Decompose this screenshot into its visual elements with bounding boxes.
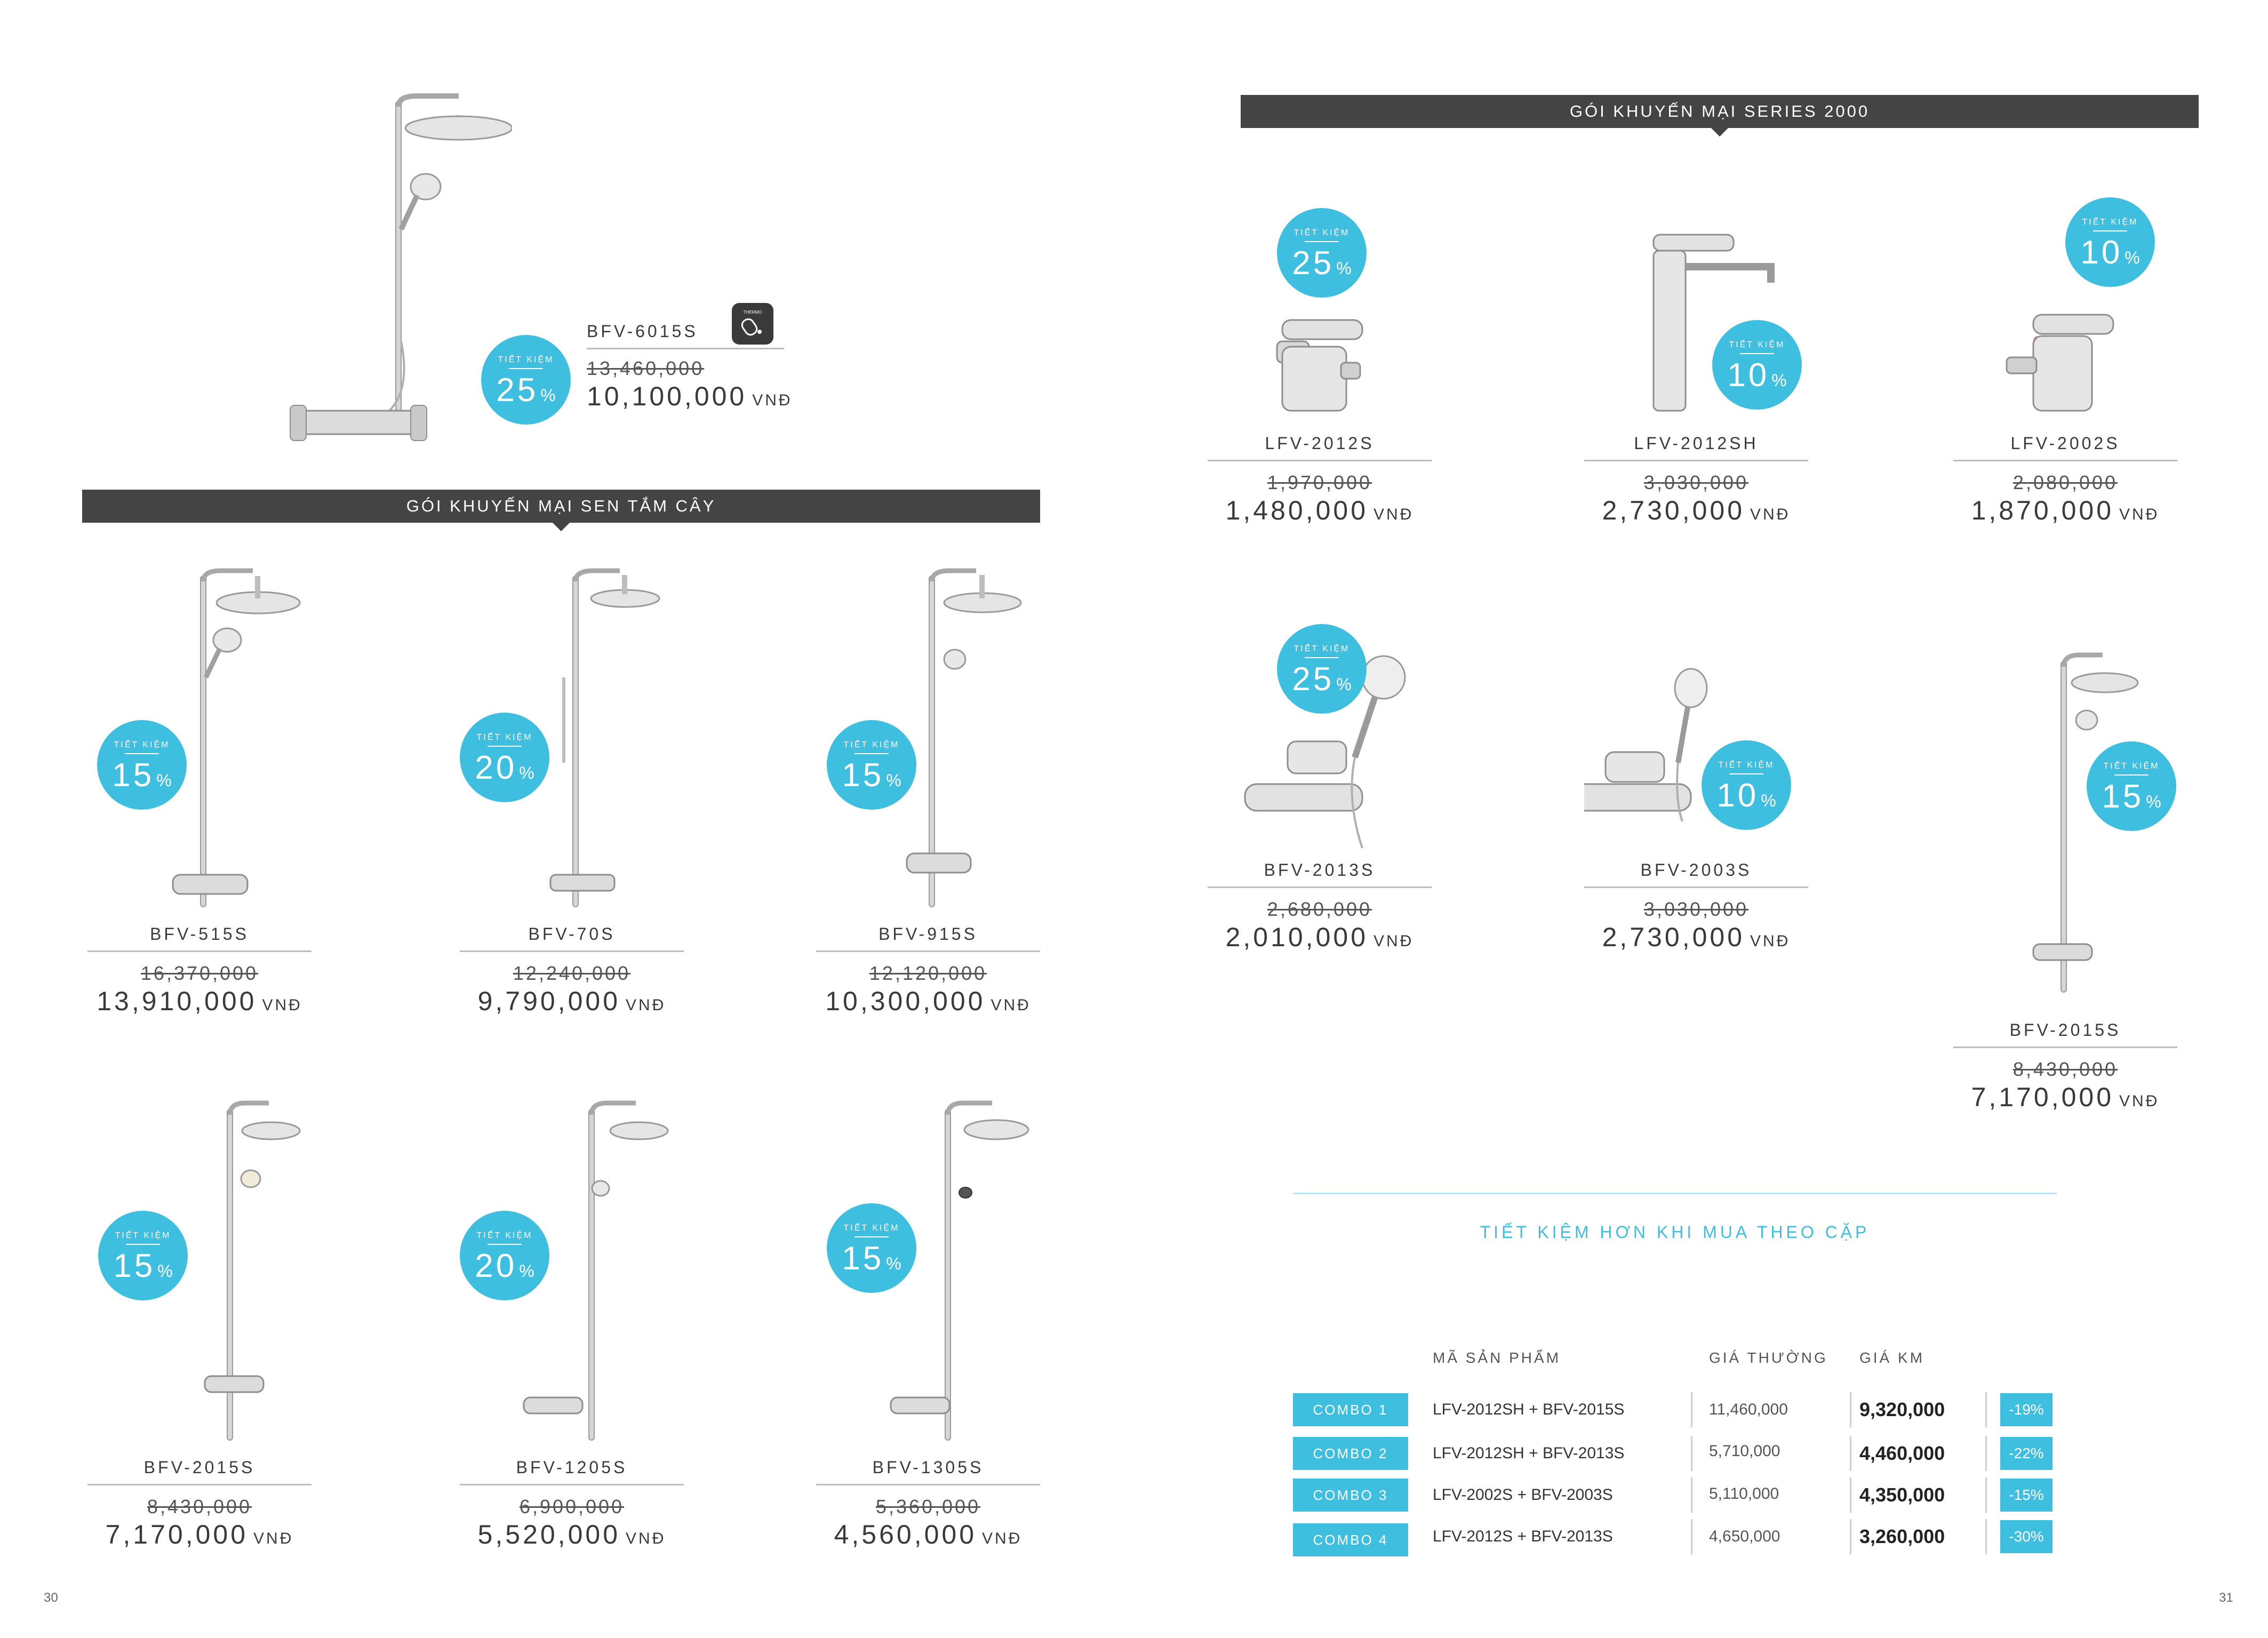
old-price: 16,370,000 — [140, 962, 259, 984]
promo-price: 3,260,000 — [1859, 1525, 1945, 1547]
product-card[interactable] — [1208, 197, 1432, 526]
currency: VNĐ — [1373, 932, 1414, 950]
divider — [1953, 460, 2177, 461]
badge-label: TIẾT KIỆM — [481, 355, 571, 369]
new-price-value: 2,010,000 — [1225, 922, 1369, 952]
old-price: 2,080,000 — [2013, 472, 2118, 493]
badge-percent-value: 15 — [842, 757, 884, 794]
new-price — [1953, 1081, 2177, 1113]
new-price-value: 7,170,000 — [1971, 1082, 2114, 1112]
new-price-value: 9,790,000 — [477, 986, 621, 1016]
new-price-value: 7,170,000 — [105, 1520, 249, 1549]
divider — [1584, 886, 1808, 888]
old-price: 3,030,000 — [1643, 472, 1749, 493]
featured-discount-badge — [481, 335, 571, 425]
product-image — [87, 565, 312, 923]
combo-products: LFV-2012SH + BFV-2013S — [1433, 1444, 1625, 1462]
column-separator — [1850, 1519, 1851, 1554]
new-price-value: 10,300,000 — [825, 986, 986, 1016]
badge-label: TIẾT KIỆM — [460, 733, 549, 747]
new-price — [1208, 921, 1432, 953]
divider — [1584, 460, 1808, 461]
old-price: 1,970,000 — [1267, 472, 1372, 493]
combo-3-button[interactable]: COMBO 3 — [1293, 1479, 1408, 1512]
product-image — [1584, 624, 1808, 859]
discount-badge — [1702, 740, 1791, 830]
product-image — [460, 1099, 684, 1456]
column-separator — [1985, 1392, 1987, 1427]
badge-percent — [827, 756, 916, 794]
old-price: 12,240,000 — [513, 962, 631, 984]
section-divider — [1293, 1193, 2057, 1194]
badge-label: TIẾT KIỆM — [98, 1231, 188, 1245]
badge-label: TIẾT KIỆM — [827, 740, 916, 754]
product-code: LFV-2002S — [2010, 434, 2120, 453]
discount-badge — [98, 1211, 188, 1300]
currency: VNĐ — [752, 391, 793, 409]
product-image — [816, 1099, 1040, 1456]
discount-badge — [1277, 624, 1367, 714]
divider — [816, 950, 1040, 952]
divider — [816, 1484, 1040, 1485]
combo-2-button[interactable]: COMBO 2 — [1293, 1437, 1408, 1470]
product-code: BFV-915S — [879, 924, 978, 944]
promo-price: 4,460,000 — [1859, 1442, 1945, 1464]
currency: VNĐ — [626, 1530, 666, 1547]
product-image — [1208, 624, 1432, 859]
combo-products: LFV-2002S + BFV-2003S — [1433, 1486, 1613, 1504]
percent-sign: % — [2146, 792, 2161, 811]
new-price — [816, 1519, 1040, 1551]
discount-badge — [1277, 208, 1367, 298]
combo-title: TIẾT KIỆM HƠN KHI MUA THEO CẶP — [1480, 1222, 1870, 1242]
badge-percent — [460, 1247, 549, 1285]
column-separator — [1691, 1519, 1692, 1554]
combo-products: LFV-2012S + BFV-2013S — [1433, 1528, 1613, 1545]
product-card[interactable] — [1208, 624, 1432, 953]
percent-sign: % — [156, 771, 172, 790]
column-separator — [1985, 1436, 1987, 1471]
column-separator — [1985, 1477, 1987, 1513]
combo-4-button[interactable]: COMBO 4 — [1293, 1523, 1408, 1556]
old-price: 12,120,000 — [869, 962, 987, 984]
currency: VNĐ — [1373, 506, 1414, 523]
badge-label: TIẾT KIỆM — [2065, 218, 2155, 231]
new-price — [1584, 921, 1808, 953]
new-price-value: 1,870,000 — [1971, 496, 2114, 525]
svg-text:THERMO: THERMO — [743, 310, 762, 315]
currency: VNĐ — [2119, 1092, 2160, 1110]
percent-sign: % — [519, 1261, 534, 1281]
badge-percent-value: 25 — [1292, 661, 1335, 698]
discount-badge — [1712, 320, 1802, 410]
product-code: BFV-6015S — [587, 322, 698, 341]
badge-percent — [1702, 777, 1791, 814]
regular-price: 5,110,000 — [1709, 1485, 1779, 1503]
percent-sign: % — [1761, 791, 1776, 810]
badge-label: TIẾT KIỆM — [827, 1224, 916, 1237]
featured-product-image — [277, 91, 512, 443]
column-separator — [1691, 1392, 1692, 1427]
divider — [1953, 1046, 2177, 1048]
discount-badge — [460, 1211, 549, 1300]
percent-sign: % — [2125, 248, 2140, 267]
discount-tag: -15% — [2000, 1479, 2053, 1512]
header-regular-price: GIÁ THƯỜNG — [1709, 1349, 1828, 1366]
banner-notch — [1711, 128, 1728, 137]
discount-tag: -30% — [2000, 1520, 2053, 1553]
new-price-value: 2,730,000 — [1602, 496, 1745, 525]
badge-percent — [460, 749, 549, 787]
badge-percent — [97, 756, 187, 794]
badge-percent-value: 15 — [2102, 778, 2144, 815]
banner-series-2000 — [1241, 95, 2199, 128]
product-card[interactable] — [1953, 645, 2177, 1113]
new-price-value: 13,910,000 — [97, 986, 257, 1016]
product-image — [816, 565, 1040, 923]
banner-sen-tam-cay — [82, 490, 1040, 523]
product-card[interactable] — [87, 1099, 312, 1551]
product-code: BFV-70S — [528, 924, 616, 944]
header-promo-price: GIÁ KM — [1859, 1349, 1925, 1366]
product-code: BFV-2003S — [1640, 860, 1752, 880]
new-price — [1584, 494, 1808, 526]
percent-sign: % — [1336, 675, 1352, 694]
old-price: 8,430,000 — [2013, 1058, 2118, 1080]
badge-percent-value: 20 — [475, 749, 517, 786]
discount-badge — [2087, 741, 2176, 831]
new-price — [587, 380, 793, 412]
badge-percent — [827, 1240, 916, 1277]
old-price: 3,030,000 — [1643, 898, 1749, 920]
product-code: BFV-2015S — [2009, 1020, 2121, 1040]
banner-title: GÓI KHUYẾN MẠI SERIES 2000 — [1569, 102, 1870, 121]
column-separator — [1850, 1436, 1851, 1471]
product-card[interactable] — [816, 1099, 1040, 1551]
currency: VNĐ — [626, 996, 666, 1014]
thermostatic-icon — [732, 303, 773, 345]
page-number-left: 30 — [44, 1591, 58, 1605]
divider — [460, 1484, 684, 1485]
discount-tag: -22% — [2000, 1437, 2053, 1470]
product-code: BFV-2013S — [1264, 860, 1376, 880]
badge-label: TIẾT KIỆM — [97, 740, 187, 754]
badge-percent-value: 25 — [1292, 245, 1335, 282]
product-image — [1953, 645, 2177, 1019]
new-price-value: 1,480,000 — [1225, 496, 1369, 525]
combo-products: LFV-2012SH + BFV-2015S — [1433, 1401, 1625, 1418]
regular-price: 11,460,000 — [1709, 1401, 1788, 1418]
product-card[interactable] — [1584, 624, 1808, 953]
header-product: MÃ SẢN PHẨM — [1433, 1349, 1561, 1366]
badge-label: TIẾT KIỆM — [1277, 644, 1367, 658]
column-separator — [1691, 1436, 1692, 1471]
currency: VNĐ — [1750, 506, 1791, 523]
new-price-value: 2,730,000 — [1602, 922, 1745, 952]
product-card[interactable] — [1584, 197, 1808, 526]
discount-badge — [827, 1203, 916, 1293]
badge-label: TIẾT KIỆM — [2087, 762, 2176, 776]
badge-percent — [2087, 778, 2176, 816]
percent-sign: % — [519, 763, 534, 782]
promo-price: 9,320,000 — [1859, 1399, 1945, 1420]
column-separator — [1691, 1477, 1692, 1513]
currency: VNĐ — [1750, 932, 1791, 950]
combo-1-button[interactable]: COMBO 1 — [1293, 1393, 1408, 1426]
product-card[interactable] — [87, 565, 312, 1017]
product-code: BFV-2015S — [143, 1458, 255, 1477]
page-number-right: 31 — [2219, 1591, 2233, 1605]
new-price — [1208, 494, 1432, 526]
product-code: LFV-2012S — [1265, 434, 1375, 453]
discount-badge — [827, 720, 916, 810]
badge-percent — [1712, 356, 1802, 394]
badge-percent-value: 10 — [1716, 777, 1759, 814]
product-card[interactable] — [1953, 197, 2177, 526]
new-price — [87, 1519, 312, 1551]
divider — [1208, 460, 1432, 461]
old-price: 6,900,000 — [519, 1496, 625, 1517]
new-price-value: 10,100,000 — [587, 381, 747, 411]
regular-price: 5,710,000 — [1709, 1442, 1780, 1460]
badge-percent — [1277, 244, 1367, 282]
badge-percent — [98, 1247, 188, 1285]
badge-percent-value: 15 — [112, 757, 155, 794]
badge-label: TIẾT KIỆM — [1277, 228, 1367, 242]
new-price — [1953, 494, 2177, 526]
divider — [460, 950, 684, 952]
percent-sign: % — [540, 386, 556, 405]
new-price-value: 4,560,000 — [834, 1520, 977, 1549]
product-image — [1584, 197, 1808, 432]
badge-percent-value: 10 — [2080, 234, 2123, 271]
badge-percent-value: 15 — [113, 1248, 156, 1284]
badge-percent — [1277, 660, 1367, 698]
product-code: BFV-1205S — [516, 1458, 628, 1477]
currency: VNĐ — [982, 1530, 1023, 1547]
currency: VNĐ — [2119, 506, 2160, 523]
badge-percent-value: 20 — [475, 1248, 517, 1284]
discount-badge — [460, 713, 549, 802]
banner-title: GÓI KHUYẾN MẠI SEN TẮM CÂY — [406, 497, 716, 515]
new-price — [87, 985, 312, 1017]
product-card[interactable] — [460, 565, 684, 1017]
currency: VNĐ — [262, 996, 302, 1014]
product-code: BFV-1305S — [872, 1458, 984, 1477]
old-price: 5,360,000 — [875, 1496, 981, 1517]
new-price — [816, 985, 1040, 1017]
divider — [587, 348, 784, 349]
promo-price: 4,350,000 — [1859, 1484, 1945, 1506]
old-price: 8,430,000 — [147, 1496, 252, 1517]
old-price: 2,680,000 — [1267, 898, 1372, 920]
column-separator — [1850, 1477, 1851, 1513]
percent-sign: % — [157, 1261, 173, 1281]
product-code: BFV-515S — [150, 924, 249, 944]
badge-percent-value: 10 — [1727, 357, 1770, 394]
product-card[interactable] — [460, 1099, 684, 1551]
product-image — [460, 565, 684, 923]
badge-label: TIẾT KIỆM — [1702, 761, 1791, 774]
divider — [87, 950, 312, 952]
old-price: 13,460,000 — [587, 357, 705, 379]
divider — [1208, 886, 1432, 888]
discount-badge — [2065, 197, 2155, 287]
column-separator — [1985, 1519, 1987, 1554]
product-code: LFV-2012SH — [1634, 434, 1759, 453]
currency: VNĐ — [991, 996, 1031, 1014]
percent-sign: % — [1771, 371, 1787, 390]
regular-price: 4,650,000 — [1709, 1528, 1780, 1545]
discount-tag: -19% — [2000, 1393, 2053, 1426]
badge-percent — [2065, 234, 2155, 271]
badge-label: TIẾT KIỆM — [1712, 340, 1802, 354]
percent-sign: % — [886, 1254, 901, 1273]
product-image — [87, 1099, 312, 1456]
badge-percent — [481, 371, 571, 409]
discount-badge — [97, 720, 187, 810]
percent-sign: % — [886, 771, 901, 790]
product-card[interactable] — [816, 565, 1040, 1017]
new-price — [460, 985, 684, 1017]
divider — [87, 1484, 312, 1485]
badge-percent-value: 15 — [842, 1240, 884, 1277]
product-image — [1208, 197, 1432, 432]
currency: VNĐ — [253, 1530, 294, 1547]
badge-percent-value: 25 — [496, 372, 539, 409]
badge-label: TIẾT KIỆM — [460, 1231, 549, 1245]
percent-sign: % — [1336, 259, 1352, 278]
product-image — [1953, 197, 2177, 432]
banner-notch — [553, 523, 570, 531]
column-separator — [1850, 1392, 1851, 1427]
new-price — [460, 1519, 684, 1551]
new-price-value: 5,520,000 — [477, 1520, 621, 1549]
